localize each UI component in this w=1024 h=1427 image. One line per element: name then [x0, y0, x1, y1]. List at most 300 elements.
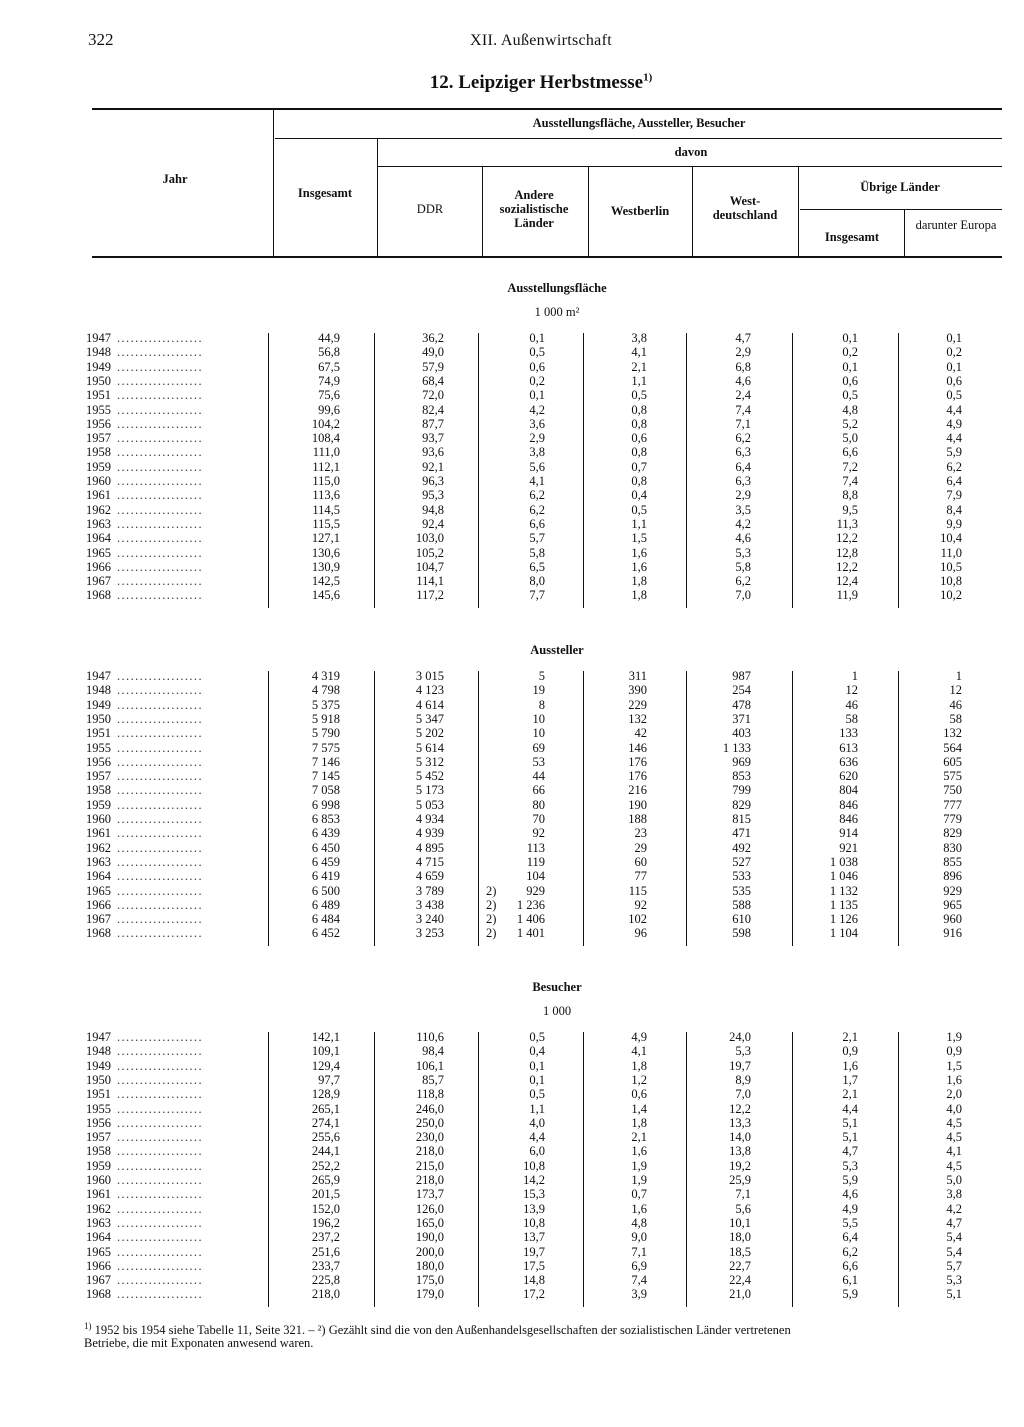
cell-ddr: 218,0	[415, 1173, 444, 1187]
column-rule	[792, 333, 793, 608]
table-row	[0, 445, 1024, 459]
cell-westberlin: 0,6	[631, 431, 647, 446]
cell-westdeutschland: 2,4	[735, 388, 751, 403]
cell-darunter-europa: 10,2	[940, 588, 962, 603]
header-divider	[377, 138, 378, 257]
cell-uebrige-insgesamt: 1 038	[829, 854, 858, 869]
cell-insgesamt: 130,6	[311, 545, 340, 560]
cell-uebrige-insgesamt: 4,6	[842, 1187, 858, 1202]
cell-ddr: 230,0	[415, 1130, 444, 1145]
cell-westdeutschland: 829	[732, 797, 751, 812]
cell-westdeutschland: 6,2	[735, 574, 751, 589]
cell-westdeutschland: 4,6	[735, 531, 751, 546]
cell-insgesamt: 56,8	[318, 345, 340, 360]
table-row	[0, 560, 1024, 574]
cell-uebrige-insgesamt: 921	[839, 840, 858, 855]
cell-andere: 0,1	[529, 331, 545, 345]
table-row	[0, 1059, 1024, 1073]
cell-westberlin: 4,8	[631, 1215, 647, 1230]
cell-insgesamt: 127,1	[311, 531, 340, 546]
table-row	[0, 769, 1024, 783]
cell-westdeutschland: 4,7	[735, 331, 751, 345]
cell-jahr: 1951	[86, 726, 111, 741]
cell-jahr: 1963	[86, 516, 111, 531]
leader-dots: ...................	[117, 897, 203, 912]
cell-jahr: 1964	[86, 531, 111, 546]
cell-westberlin: 390	[628, 683, 647, 698]
cell-andere: 17,5	[523, 1258, 545, 1273]
cell-westdeutschland: 527	[732, 854, 751, 869]
cell-footnote-marker: 2)	[486, 897, 497, 912]
cell-westberlin: 1,1	[631, 516, 647, 531]
cell-insgesamt: 225,8	[311, 1273, 340, 1288]
cell-andere: 19,7	[523, 1244, 545, 1259]
cell-uebrige-insgesamt: 12,4	[836, 574, 858, 589]
title-footnote-marker: 1)	[643, 72, 653, 84]
table-row	[0, 1216, 1024, 1230]
cell-ddr: 5 347	[415, 711, 444, 726]
cell-westdeutschland: 7,1	[735, 416, 751, 431]
cell-darunter-europa: 4,5	[946, 1130, 962, 1145]
cell-ddr: 5 452	[415, 769, 444, 784]
cell-darunter-europa: 5,4	[946, 1230, 962, 1245]
footnote-text: 1952 bis 1954 siehe Tabelle 11, Seite 321. – ²) Gezählt sind die von den Außenhandelsgesellschaften der sozialistischen Länder vertretenen	[94, 1323, 791, 1338]
cell-andere: 8	[538, 697, 545, 712]
cell-andere: 6,2	[529, 488, 545, 503]
cell-insgesamt: 152,0	[311, 1201, 340, 1216]
cell-westdeutschland: 598	[732, 926, 751, 941]
cell-westdeutschland: 254	[732, 683, 751, 698]
cell-darunter-europa: 0,2	[946, 345, 962, 360]
cell-uebrige-insgesamt: 133	[839, 726, 858, 741]
cell-uebrige-insgesamt: 5,2	[842, 416, 858, 431]
cell-westdeutschland: 2,9	[735, 345, 751, 360]
leader-dots: ...................	[117, 1187, 203, 1202]
cell-insgesamt: 6 459	[311, 854, 340, 869]
leader-dots: ...................	[117, 854, 203, 869]
cell-westdeutschland: 12,2	[729, 1101, 751, 1116]
table-row	[0, 669, 1024, 683]
cell-insgesamt: 128,9	[311, 1087, 340, 1102]
cell-ddr: 3 240	[415, 912, 444, 927]
leader-dots: ...................	[117, 697, 203, 712]
table-row	[0, 798, 1024, 812]
cell-andere: 69	[532, 740, 545, 755]
cell-andere: 66	[532, 783, 545, 798]
cell-uebrige-insgesamt: 4,9	[842, 1201, 858, 1216]
cell-jahr: 1960	[86, 812, 111, 826]
cell-ddr: 94,8	[422, 502, 444, 517]
column-rule	[374, 1032, 375, 1307]
cell-darunter-europa: 575	[943, 769, 962, 784]
cell-insgesamt: 7 058	[311, 783, 340, 798]
page-number: 322	[88, 30, 114, 49]
cell-insgesamt: 6 998	[311, 797, 340, 812]
column-rule	[478, 333, 479, 608]
cell-jahr: 1947	[86, 1030, 111, 1044]
cell-uebrige-insgesamt: 6,6	[842, 445, 858, 460]
cell-insgesamt: 265,9	[311, 1173, 340, 1187]
cell-westdeutschland: 18,5	[729, 1244, 751, 1259]
table-row	[0, 588, 1024, 602]
cell-ddr: 215,0	[415, 1158, 444, 1173]
cell-jahr: 1949	[86, 697, 111, 712]
header-divider	[904, 209, 905, 257]
cell-uebrige-insgesamt: 620	[839, 769, 858, 784]
cell-insgesamt: 109,1	[311, 1044, 340, 1059]
cell-darunter-europa: 1,6	[946, 1072, 962, 1087]
cell-insgesamt: 6 439	[311, 826, 340, 841]
cell-westberlin: 115	[628, 883, 647, 898]
leader-dots: ...................	[117, 345, 203, 360]
cell-westberlin: 1,6	[631, 1144, 647, 1159]
cell-darunter-europa: 0,1	[946, 331, 962, 345]
cell-darunter-europa: 11,0	[940, 545, 962, 560]
cell-westberlin: 7,1	[631, 1244, 647, 1259]
cell-darunter-europa: 10,8	[940, 574, 962, 589]
cell-uebrige-insgesamt: 5,0	[842, 431, 858, 446]
cell-darunter-europa: 5,4	[946, 1244, 962, 1259]
cell-uebrige-insgesamt: 0,6	[842, 373, 858, 388]
cell-darunter-europa: 4,0	[946, 1101, 962, 1116]
cell-andere: 0,1	[529, 1058, 545, 1073]
section-title-text: Besucher	[532, 980, 582, 994]
cell-ddr: 4 715	[415, 854, 444, 869]
cell-westdeutschland: 3,5	[735, 502, 751, 517]
cell-jahr: 1966	[86, 897, 111, 912]
cell-westberlin: 1,1	[631, 373, 647, 388]
section-unit-text: 1 000 m²	[534, 305, 580, 319]
cell-uebrige-insgesamt: 6,4	[842, 1230, 858, 1245]
cell-westberlin: 1,6	[631, 559, 647, 574]
cell-uebrige-insgesamt: 0,1	[842, 359, 858, 374]
cell-andere: 0,5	[529, 345, 545, 360]
leader-dots: ...................	[117, 769, 203, 784]
cell-uebrige-insgesamt: 5,9	[842, 1173, 858, 1187]
cell-uebrige-insgesamt: 12,8	[836, 545, 858, 560]
cell-darunter-europa: 830	[943, 840, 962, 855]
cell-andere: 1,1	[529, 1101, 545, 1116]
column-rule	[268, 1032, 269, 1307]
column-rule	[583, 333, 584, 608]
cell-andere: 4,4	[529, 1130, 545, 1145]
cell-westberlin: 0,5	[631, 502, 647, 517]
cell-insgesamt: 4 798	[311, 683, 340, 698]
cell-andere: 0,1	[529, 1072, 545, 1087]
cell-ddr: 103,0	[415, 531, 444, 546]
cell-andere: 3,8	[529, 445, 545, 460]
leader-dots: ...................	[117, 1058, 203, 1073]
cell-uebrige-insgesamt: 5,1	[842, 1115, 858, 1130]
table-row	[0, 1173, 1024, 1187]
cell-uebrige-insgesamt: 6,1	[842, 1273, 858, 1288]
cell-uebrige-insgesamt: 1	[851, 669, 858, 683]
cell-jahr: 1968	[86, 1287, 111, 1302]
table-title-text: 12. Leipziger Herbstmesse	[429, 72, 644, 94]
cell-westberlin: 311	[628, 669, 647, 683]
cell-darunter-europa: 5,1	[946, 1287, 962, 1302]
cell-westberlin: 77	[634, 869, 647, 884]
cell-ddr: 3 789	[415, 883, 444, 898]
column-rule	[898, 333, 899, 608]
cell-ddr: 175,0	[415, 1273, 444, 1288]
cell-uebrige-insgesamt: 1 046	[829, 869, 858, 884]
cell-westdeutschland: 25,9	[729, 1173, 751, 1187]
cell-ddr: 85,7	[422, 1072, 444, 1087]
col-header-westberlin: Westberlin	[610, 204, 670, 218]
cell-uebrige-insgesamt: 0,1	[842, 331, 858, 345]
cell-darunter-europa: 4,1	[946, 1144, 962, 1159]
table-row	[0, 546, 1024, 560]
leader-dots: ...................	[117, 869, 203, 884]
cell-westdeutschland: 4,2	[735, 516, 751, 531]
cell-andere: 8,0	[529, 574, 545, 589]
cell-jahr: 1956	[86, 416, 111, 431]
cell-andere: 4,0	[529, 1115, 545, 1130]
cell-westberlin: 1,8	[631, 1115, 647, 1130]
cell-westberlin: 60	[634, 854, 647, 869]
cell-darunter-europa: 5,0	[946, 1173, 962, 1187]
cell-darunter-europa: 5,9	[946, 445, 962, 460]
cell-westdeutschland: 21,0	[729, 1287, 751, 1302]
header-divider	[482, 166, 483, 257]
cell-westdeutschland: 5,3	[735, 1044, 751, 1059]
cell-darunter-europa: 750	[943, 783, 962, 798]
cell-insgesamt: 112,1	[312, 459, 340, 474]
cell-westberlin: 176	[628, 754, 647, 769]
cell-westdeutschland: 969	[732, 754, 751, 769]
cell-jahr: 1958	[86, 1144, 111, 1159]
cell-andere: 4,2	[529, 402, 545, 417]
cell-uebrige-insgesamt: 12	[845, 683, 858, 698]
cell-uebrige-insgesamt: 5,3	[842, 1158, 858, 1173]
cell-jahr: 1948	[86, 345, 111, 360]
column-rule	[268, 333, 269, 608]
cell-ddr: 190,0	[415, 1230, 444, 1245]
cell-insgesamt: 233,7	[311, 1258, 340, 1273]
leader-dots: ...................	[117, 488, 203, 503]
cell-jahr: 1959	[86, 1158, 111, 1173]
cell-ddr: 87,7	[422, 416, 444, 431]
cell-westdeutschland: 403	[732, 726, 751, 741]
table-row	[0, 403, 1024, 417]
cell-darunter-europa: 965	[943, 897, 962, 912]
table-row	[0, 503, 1024, 517]
cell-darunter-europa: 10,5	[940, 559, 962, 574]
cell-westdeutschland: 19,7	[729, 1058, 751, 1073]
column-rule	[792, 671, 793, 946]
col-header-darunter-europa: darunter Europa	[915, 218, 997, 232]
cell-ddr: 4 614	[415, 697, 444, 712]
column-rule	[898, 1032, 899, 1307]
table-row	[0, 1030, 1024, 1044]
leader-dots: ...................	[117, 416, 203, 431]
cell-andere: 5	[538, 669, 545, 683]
cell-andere: 0,5	[529, 1030, 545, 1044]
cell-westberlin: 1,6	[631, 545, 647, 560]
cell-darunter-europa: 4,2	[946, 1201, 962, 1216]
cell-ddr: 3 015	[415, 669, 444, 683]
leader-dots: ...................	[117, 459, 203, 474]
cell-ddr: 5 202	[415, 726, 444, 741]
cell-insgesamt: 265,1	[311, 1101, 340, 1116]
cell-westdeutschland: 7,0	[735, 1087, 751, 1102]
cell-andere: 113	[526, 840, 545, 855]
cell-westberlin: 1,5	[631, 531, 647, 546]
leader-dots: ...................	[117, 1030, 203, 1044]
cell-jahr: 1958	[86, 783, 111, 798]
table-row	[0, 826, 1024, 840]
leader-dots: ...................	[117, 1101, 203, 1116]
cell-jahr: 1947	[86, 331, 111, 345]
column-rule	[686, 671, 687, 946]
cell-andere: 5,7	[529, 531, 545, 546]
table-row	[0, 884, 1024, 898]
leader-dots: ...................	[117, 1173, 203, 1187]
cell-ddr: 173,7	[415, 1187, 444, 1202]
cell-uebrige-insgesamt: 1 135	[829, 897, 858, 912]
cell-uebrige-insgesamt: 804	[839, 783, 858, 798]
cell-westdeutschland: 6,3	[735, 474, 751, 488]
cell-insgesamt: 130,9	[311, 559, 340, 574]
footnote-marker: 1)	[84, 1321, 92, 1331]
cell-jahr: 1960	[86, 1173, 111, 1187]
cell-westberlin: 1,9	[631, 1173, 647, 1187]
cell-insgesamt: 5 918	[311, 711, 340, 726]
cell-darunter-europa: 4,5	[946, 1115, 962, 1130]
table-row	[0, 1144, 1024, 1158]
cell-insgesamt: 113,6	[312, 488, 340, 503]
cell-uebrige-insgesamt: 8,8	[842, 488, 858, 503]
cell-ddr: 96,3	[422, 474, 444, 488]
table-row	[0, 869, 1024, 883]
cell-jahr: 1966	[86, 1258, 111, 1273]
table-row	[0, 698, 1024, 712]
leader-dots: ...................	[117, 1130, 203, 1145]
cell-jahr: 1961	[86, 1187, 111, 1202]
cell-westdeutschland: 2,9	[735, 488, 751, 503]
table-row	[0, 1130, 1024, 1144]
cell-jahr: 1950	[86, 711, 111, 726]
leader-dots: ...................	[117, 912, 203, 927]
header-divider	[692, 166, 693, 257]
cell-westberlin: 176	[628, 769, 647, 784]
cell-insgesamt: 251,6	[311, 1244, 340, 1259]
cell-insgesamt: 6 853	[311, 812, 340, 826]
table-row	[0, 1287, 1024, 1301]
cell-andere: 104	[526, 869, 545, 884]
cell-westdeutschland: 7,0	[735, 588, 751, 603]
cell-insgesamt: 129,4	[311, 1058, 340, 1073]
cell-jahr: 1949	[86, 359, 111, 374]
header-rule-uebrige	[800, 209, 1002, 210]
cell-westdeutschland: 5,8	[735, 559, 751, 574]
cell-westberlin: 7,4	[631, 1273, 647, 1288]
table-row	[0, 488, 1024, 502]
cell-ddr: 5 053	[415, 797, 444, 812]
cell-andere: 14,2	[523, 1173, 545, 1187]
cell-ddr: 4 939	[415, 826, 444, 841]
leader-dots: ...................	[117, 926, 203, 941]
cell-uebrige-insgesamt: 12,2	[836, 531, 858, 546]
header-divider	[588, 166, 589, 257]
cell-insgesamt: 274,1	[311, 1115, 340, 1130]
cell-westdeutschland: 6,2	[735, 431, 751, 446]
cell-footnote-marker: 2)	[486, 926, 497, 941]
cell-andere: 0,4	[529, 1044, 545, 1059]
table-row	[0, 755, 1024, 769]
header-divider	[798, 166, 799, 257]
cell-westdeutschland: 535	[732, 883, 751, 898]
table-title	[0, 72, 1024, 94]
cell-darunter-europa: 6,2	[946, 459, 962, 474]
leader-dots: ...................	[117, 1287, 203, 1302]
table-row	[0, 1230, 1024, 1244]
cell-jahr: 1950	[86, 373, 111, 388]
cell-insgesamt: 75,6	[318, 388, 340, 403]
column-rule	[478, 1032, 479, 1307]
cell-ddr: 218,0	[415, 1144, 444, 1159]
cell-westdeutschland: 6,8	[735, 359, 751, 374]
header-top-rule	[92, 108, 1002, 110]
cell-ddr: 104,7	[415, 559, 444, 574]
cell-uebrige-insgesamt: 0,9	[842, 1044, 858, 1059]
table-row	[0, 374, 1024, 388]
leader-dots: ...................	[117, 574, 203, 589]
table-row	[0, 812, 1024, 826]
cell-jahr: 1962	[86, 840, 111, 855]
leader-dots: ...................	[117, 1044, 203, 1059]
leader-dots: ...................	[117, 531, 203, 546]
cell-uebrige-insgesamt: 12,2	[836, 559, 858, 574]
cell-andere: 3,6	[529, 416, 545, 431]
table-row	[0, 712, 1024, 726]
leader-dots: ...................	[117, 1201, 203, 1216]
cell-uebrige-insgesamt: 613	[839, 740, 858, 755]
cell-andere: 53	[532, 754, 545, 769]
table-row	[0, 926, 1024, 940]
cell-jahr: 1961	[86, 826, 111, 841]
cell-uebrige-insgesamt: 11,9	[836, 588, 858, 603]
cell-uebrige-insgesamt: 7,4	[842, 474, 858, 488]
cell-westberlin: 4,9	[631, 1030, 647, 1044]
cell-westdeutschland: 13,3	[729, 1115, 751, 1130]
header-bottom-rule	[92, 256, 1002, 258]
cell-uebrige-insgesamt: 4,8	[842, 402, 858, 417]
table-row	[0, 1116, 1024, 1130]
cell-westdeutschland: 987	[732, 669, 751, 683]
cell-darunter-europa: 4,4	[946, 431, 962, 446]
cell-andere: 5,8	[529, 545, 545, 560]
cell-westberlin: 190	[628, 797, 647, 812]
cell-jahr: 1958	[86, 445, 111, 460]
cell-andere: 13,9	[523, 1201, 545, 1216]
cell-westdeutschland: 1 133	[722, 740, 751, 755]
cell-jahr: 1962	[86, 1201, 111, 1216]
cell-jahr: 1956	[86, 1115, 111, 1130]
cell-ddr: 105,2	[415, 545, 444, 560]
cell-ddr: 93,6	[422, 445, 444, 460]
cell-ddr: 180,0	[415, 1258, 444, 1273]
cell-ddr: 5 173	[415, 783, 444, 798]
leader-dots: ...................	[117, 474, 203, 488]
cell-westdeutschland: 492	[732, 840, 751, 855]
cell-westberlin: 4,1	[631, 1044, 647, 1059]
cell-andere: 10,8	[523, 1158, 545, 1173]
cell-westdeutschland: 533	[732, 869, 751, 884]
col-header-andere: Andere sozialistische Länder	[499, 188, 569, 230]
table-row	[0, 1202, 1024, 1216]
